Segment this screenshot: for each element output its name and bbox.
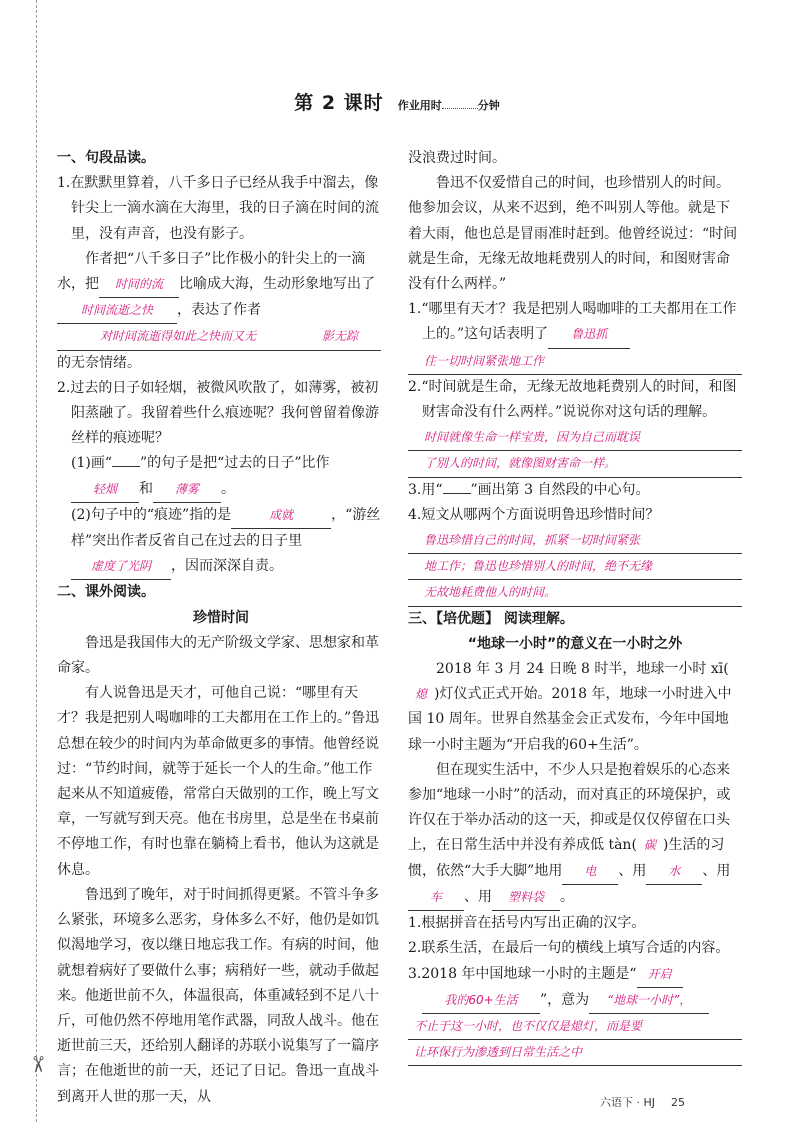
answer-blank: 影无踪 [299,324,381,350]
answer-blank: 时间流逝之快 [57,298,177,324]
question-2: 2.过去的日子如轻烟，被微风吹散了，如薄雾，被初阳蒸融了。我留着些什么痕迹呢？我何曾留着像游丝样的痕迹呢？ [57,379,379,447]
answer-line: 住一切时间紧张地工作 [408,349,742,375]
cut-line [36,0,37,1122]
paragraph: 但在现实生活中，不少人只是抱着娱乐的心态来参加“地球一小时”的活动，而对真正的环境保护，或许仅在于举办活动的这一天，抑或是仅仅停留在口头上，在日常生活中并没有养成低 tàn( 碳 )生活的习惯，依然“大手大脚”地用 电 、用 水 、用车 、用 塑料袋 。 [408,758,742,911]
scissors-icon: ✂ [24,1055,50,1074]
section-heading-1: 一、句段品读。 [57,150,155,166]
task-question-3: 3.2018 年中国地球一小时的主题是“ 开启我的60+生活 ”，意为 “地球一小时”， [408,962,742,1014]
answer-blank: 车 [408,885,464,911]
paragraph: 鲁迅是我国伟大的无产阶级文学家、思想家和革命家。 [57,634,379,677]
question-2-2: (2)句子中的“痕迹”指的是 成就 ，“游丝样”突出作者反省自己在过去的日子里虚度了光阴 ，因而深深自责。 [57,503,385,581]
answer-blank: 我的60+生活 [422,988,540,1014]
answer-line: 无故地耗费他人的时间。 [408,580,742,606]
answer-blank: 对时间流逝得如此之快而又无 [57,324,299,350]
reading-question-4: 4.短文从哪两个方面说明鲁迅珍惜时间？ [408,506,660,523]
task-question-1: 1.根据拼音在括号内写出正确的汉字。 [408,915,646,932]
passage-title: 珍惜时间 [193,609,249,626]
paragraph: 鲁迅到了晚年，对于时间抓得更紧。不管斗争多么紧张，环境多么恶劣，身体多么不好，他仍是如饥似渴地学习，夜以继日地忘我工作。有病的时间，他就想着病好了要做什么事；病稍好一些，就动手做起来。他逝世前不久，体温很高，体重减轻到不足八十斤，可他仍然不停地用笔作武器，同敌人战斗。他在逝世前三天，还给别人翻译的苏联小说集写了一篇序言；在他逝世的前一天，还记了日记。鲁迅一直战斗到离开人世的那一天，从 [57,886,379,1105]
page-footer [600,1094,685,1110]
reading-question-3: 3.用“ ”画出第 3 自然段的中心句。 [408,481,650,498]
answer-blank: 鲁迅抓 [548,322,630,348]
answer-blank: 轻烟 [71,477,139,503]
task-question-2: 2.联系生活，在最后一句的横线上填写合适的内容。 [408,940,730,957]
right-column [408,146,742,1066]
answer-blank: 时间的流 [99,272,179,298]
page-number: 25 [671,1096,686,1109]
answer-line: 鲁迅珍惜自己的时间，抓紧一切时间紧张 [408,528,742,554]
passage-2-title: “地球一小时”的意义在一小时之外 [467,635,683,652]
answer-line: 不止于这一小时，也不仅仅是熄灯，而是要 [408,1014,742,1040]
page-header [0,88,794,115]
reading-question-2: 2.“时间就是生命，无缘无故地耗费别人的时间，和图财害命没有什么两样。”说说你对这句话的理解。 [408,378,737,421]
answer-line: 让环保行为渗透到日常生活之中 [408,1040,742,1066]
answer-line: 地工作；鲁迅也珍惜别人的时间，绝不无缘 [408,554,742,580]
question-1: 1.在默默里算着，八千多日子已经从我手中溜去，像针尖上一滴水滴在大海里，我的日子滴在时间的流里，没有声音，也没有影子。 [57,175,379,242]
answer-blank: 成就 [231,503,331,529]
question-1-answer: 作者把“八千多日子”比作极小的针尖上的一滴水，把 时间的流 比喻成大海，生动形象地写出了时间流逝之快 ，表达了作者对时间流逝得如此之快而又无 影无踪的无奈情绪。 [57,247,385,376]
answer-blank: 碳 [643,838,656,853]
answer-blank: 薄雾 [153,477,221,503]
answer-line: 了别人的时间，就像图财害命一样。 [408,451,742,477]
section-heading-2: 二、课外阅读。 [57,584,155,601]
answer-blank: “地球一小时”， [589,988,709,1014]
answer-blank: 电 [562,859,618,885]
answer-blank: 开启 [637,962,683,988]
answer-blank: 塑料袋 [492,885,560,911]
book-label: 六语下 · HJ [600,1096,656,1109]
answer-blank: 水 [646,859,702,885]
time-label: 作业用时 分钟 [397,99,500,112]
left-column [57,146,385,1110]
answer-blank: 熄 [414,687,427,702]
paragraph: 2018 年 3 月 24 日晚 8 时半，地球一小时 xī(熄 )灯仪式正式开始。2018 年，地球一小时进入中国 10 周年。世界自然基金会正式发布，今年中国地球一小时主题为“开启我的60+生活”。 [408,661,732,753]
section-heading-3: 三、【培优题】 阅读理解。 [408,610,574,627]
answer-blank: 虚度了光阴 [71,554,171,580]
reading-question-1: 1.“哪里有天才？我是把别人喝咖啡的工夫都用在工作上的。”这句话表明了 鲁迅抓 [408,297,742,348]
question-2-1: (1)画“ ”的句子是把“过去的日子”比作轻烟 和 薄雾 。 [57,451,385,502]
lesson-title: 第 2 课时 [294,92,384,114]
paragraph: 鲁迅不仅爱惜自己的时间，也珍惜别人的时间。他参加会议，从来不迟到，绝不叫别人等他。就是下着大雨，他也总是冒雨准时赶到。他曾经说过：“时间就是生命，无缘无故地耗费别人的时间，和图财害命没有什么两样。” [408,175,738,293]
paragraph: 没浪费过时间。 [408,150,506,166]
answer-line: 时间就像生命一样宝贵，因为自己而耽误 [408,425,742,451]
paragraph: 有人说鲁迅是天才，可他自己说：“哪里有天才？我是把别人喝咖啡的工夫都用在工作上的。”鲁迅总想在较少的时间内为革命做更多的事情。他曾经说过：“节约时间，就等于延长一个人的生命。”他工作起来从不知道疲倦，常常白天做别的工作，晚上写文章，一写就写到天亮。他在书房里，总是坐在书桌前不停地工作，有时也靠在躺椅上看书，他认为这就是休息。 [57,685,380,878]
